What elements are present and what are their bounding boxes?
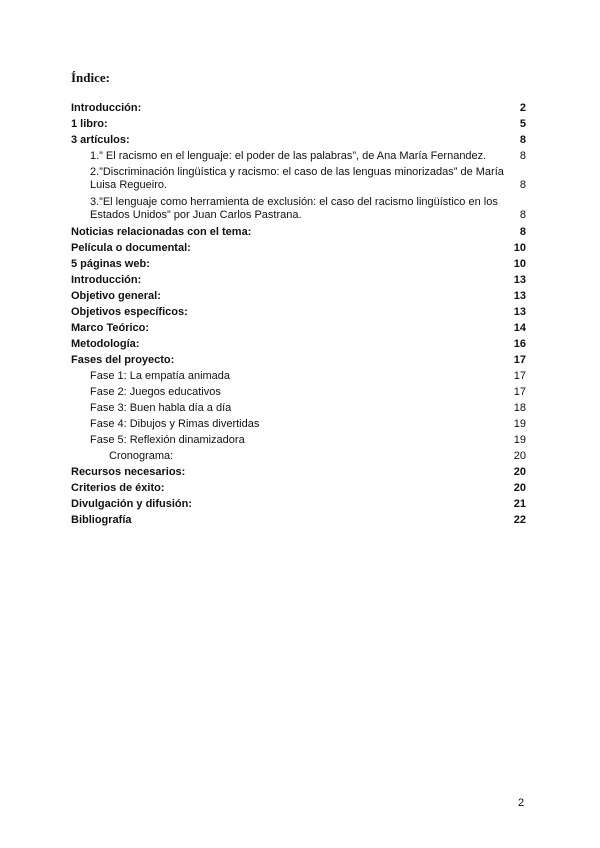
toc-entry[interactable] (71, 418, 526, 434)
toc-entry-label: Cronograma: (109, 450, 174, 462)
toc-entry[interactable] (71, 338, 526, 354)
toc-entry[interactable] (71, 118, 526, 134)
toc-entry-label: 2.”Discriminación lingüística y racismo: el caso de las lenguas minorizadas” de María Luisa Regueiro. (90, 166, 504, 191)
toc-entry-page: 8 (519, 150, 526, 162)
toc-entry-label: 1.” El racismo en el lenguaje: el poder de las palabras”, de Ana María Fernandez. (90, 150, 487, 162)
toc-entry-label: Introducción: (71, 274, 142, 286)
toc-entry[interactable] (71, 290, 526, 306)
toc-entry[interactable] (71, 370, 526, 386)
toc-entry-label: Fases del proyecto: (71, 354, 175, 366)
toc-entry-page: 14 (513, 322, 526, 334)
toc-entry[interactable] (71, 466, 526, 482)
toc-entry-label: Introducción: (71, 102, 142, 114)
toc-entry[interactable] (71, 514, 526, 530)
toc-entry-label: Fase 1: La empatía animada (90, 370, 231, 382)
toc-entry-label: Noticias relacionadas con el tema: (71, 226, 252, 238)
toc-entry[interactable] (71, 274, 526, 290)
toc-entry-page: 19 (513, 418, 526, 430)
toc-entry-page: 8 (519, 134, 526, 146)
toc-entry[interactable] (71, 434, 526, 450)
toc-entry-label: Divulgación y difusión: (71, 498, 193, 510)
toc-entry-label: Película o documental: (71, 242, 191, 254)
toc-entry[interactable] (71, 134, 526, 150)
toc-entry-page: 21 (513, 498, 526, 510)
toc-entry-label: Fase 2: Juegos educativos (90, 386, 221, 398)
toc-entry[interactable] (71, 322, 526, 338)
toc-entry-label: Marco Teórico: (71, 322, 150, 334)
toc-entry-page: 17 (513, 370, 526, 382)
toc-entry-page: 5 (519, 118, 526, 130)
toc-entry-label: Metodología: (71, 338, 140, 350)
toc-entry-page: 10 (513, 258, 526, 270)
toc-entry-label: Fase 5: Reflexión dinamizadora (90, 434, 245, 446)
toc-entry-page: 18 (513, 402, 526, 414)
toc-entry-page: 17 (513, 354, 526, 366)
toc-entry[interactable] (71, 166, 526, 196)
toc-entry-label: Criterios de éxito: (71, 482, 165, 494)
page-title: Índice: (71, 70, 110, 85)
toc-entry[interactable] (71, 450, 526, 466)
toc-entry-label: 3.”El lenguaje como herramienta de exclusión: el caso del racismo lingüístico en los Estados Unidos” por Juan Carlos Pastrana. (90, 196, 498, 221)
toc-entry-label: 3 artículos: (71, 134, 130, 146)
toc-entry-page: 10 (513, 242, 526, 254)
table-of-contents (71, 102, 526, 530)
toc-entry[interactable] (71, 354, 526, 370)
toc-entry[interactable] (71, 258, 526, 274)
toc-entry-label: 5 páginas web: (71, 258, 150, 270)
toc-entry-label: Bibliografía (71, 514, 132, 526)
toc-entry[interactable] (71, 482, 526, 498)
toc-entry-page: 13 (513, 306, 526, 318)
toc-entry-page: 8 (519, 179, 526, 191)
toc-entry-label: Objetivos específicos: (71, 306, 188, 318)
toc-entry-page: 16 (513, 338, 526, 350)
toc-entry-page: 20 (513, 450, 526, 462)
toc-entry[interactable] (71, 150, 526, 166)
toc-entry-label: Recursos necesarios: (71, 466, 186, 478)
toc-entry[interactable] (71, 196, 526, 226)
toc-entry-label: Objetivo general: (71, 290, 161, 302)
toc-entry-page: 22 (513, 514, 526, 526)
toc-entry[interactable] (71, 306, 526, 322)
toc-entry-label: Fase 3: Buen habla día a día (90, 402, 232, 414)
toc-entry-page: 8 (519, 226, 526, 238)
toc-entry-page: 19 (513, 434, 526, 446)
toc-entry-page: 17 (513, 386, 526, 398)
toc-entry[interactable] (71, 102, 526, 118)
toc-entry-page: 13 (513, 274, 526, 286)
toc-entry[interactable] (71, 498, 526, 514)
toc-entry-page: 13 (513, 290, 526, 302)
toc-entry[interactable] (71, 402, 526, 418)
toc-entry[interactable] (71, 242, 526, 258)
toc-entry-page: 8 (519, 209, 526, 221)
toc-entry[interactable] (71, 386, 526, 402)
toc-entry-page: 20 (513, 466, 526, 478)
page-number: 2 (518, 797, 525, 809)
toc-entry-page: 20 (513, 482, 526, 494)
toc-entry-page: 2 (519, 102, 526, 114)
toc-entry[interactable] (71, 226, 526, 242)
toc-entry-label: 1 libro: (71, 118, 108, 130)
toc-entry-label: Fase 4: Dibujos y Rimas divertidas (90, 418, 260, 430)
